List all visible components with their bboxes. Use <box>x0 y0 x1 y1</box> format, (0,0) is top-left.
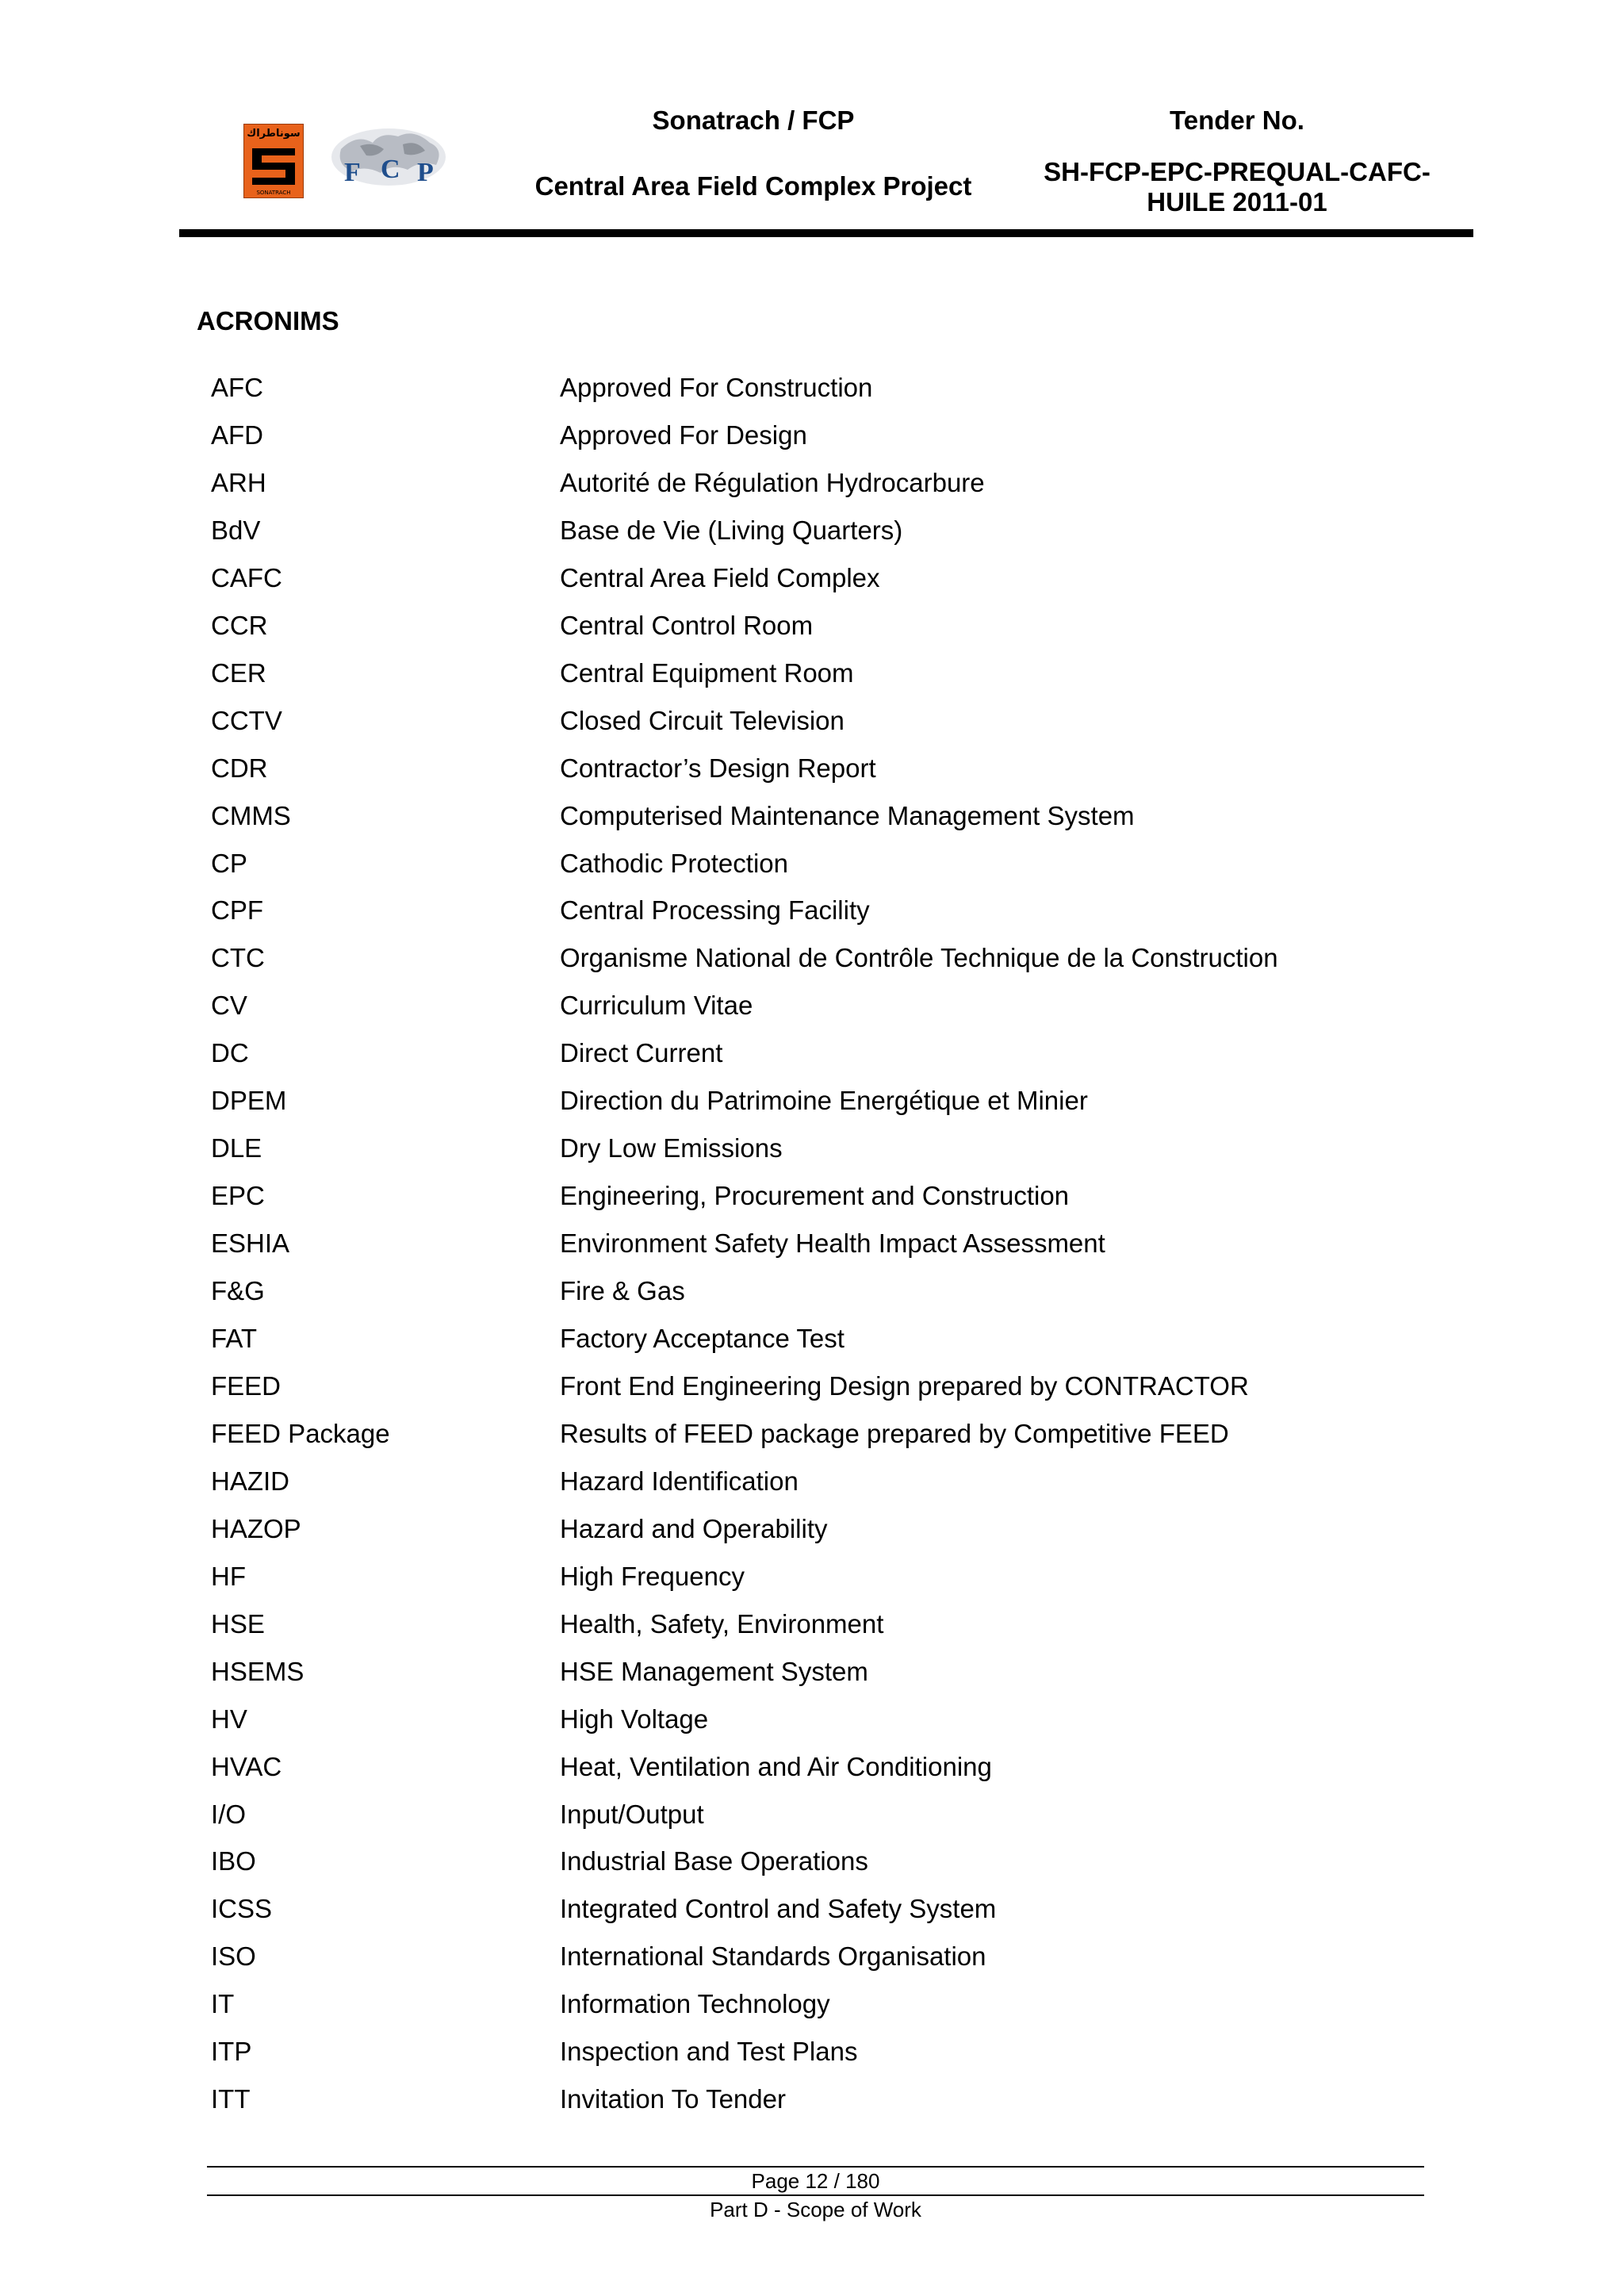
acronym-abbreviation: FAT <box>211 1324 258 1353</box>
acronym-row <box>0 1752 1624 1796</box>
acronym-abbreviation: CPF <box>211 895 263 925</box>
acronym-abbreviation: HAZOP <box>211 1514 301 1543</box>
acronym-row <box>0 1133 1624 1178</box>
acronym-row <box>0 1086 1624 1130</box>
acronym-abbreviation: CDR <box>211 753 268 783</box>
acronym-abbreviation: CER <box>211 658 266 688</box>
acronym-row <box>0 658 1624 703</box>
acronym-definition: Factory Acceptance Test <box>560 1324 845 1353</box>
acronym-definition: Base de Vie (Living Quarters) <box>560 516 903 545</box>
acronym-definition: Curriculum Vitae <box>560 991 753 1020</box>
acronym-abbreviation: ARH <box>211 468 266 497</box>
acronym-abbreviation: FEED <box>211 1371 282 1401</box>
acronym-abbreviation: IBO <box>211 1846 256 1876</box>
acronym-abbreviation: BdV <box>211 516 261 545</box>
acronym-abbreviation: HSE <box>211 1609 265 1639</box>
acronym-row <box>0 1800 1624 1844</box>
acronym-definition: Central Equipment Room <box>560 658 854 688</box>
acronym-row <box>0 611 1624 655</box>
acronym-definition: Industrial Base Operations <box>560 1846 868 1876</box>
acronym-definition: Organisme National de Contrôle Technique de la Construction <box>560 943 1278 972</box>
acronym-definition: Engineering, Procurement and Construction <box>560 1181 1070 1210</box>
acronym-abbreviation: I/O <box>211 1800 247 1829</box>
acronym-definition: Cathodic Protection <box>560 849 788 878</box>
fcp-logo-letter-p: P <box>417 158 434 187</box>
sonatrach-logo-arabic: سوناطراك <box>247 128 301 140</box>
acronym-definition: Invitation To Tender <box>560 2084 786 2114</box>
acronym-row <box>0 1038 1624 1083</box>
acronym-row <box>0 516 1624 560</box>
acronym-definition: Integrated Control and Safety System <box>560 1894 997 1923</box>
acronym-row <box>0 373 1624 417</box>
acronym-row <box>0 1371 1624 1416</box>
sonatrach-logo-brand: SONATRACH <box>256 190 291 196</box>
acronym-row <box>0 1941 1624 1986</box>
acronym-abbreviation: DLE <box>211 1133 262 1163</box>
acronym-definition: Central Processing Facility <box>560 895 870 925</box>
acronym-row <box>0 1181 1624 1225</box>
acronym-row <box>0 1609 1624 1654</box>
acronym-abbreviation: CAFC <box>211 563 282 592</box>
acronym-definition: Approved For Construction <box>560 373 873 402</box>
acronym-row <box>0 943 1624 987</box>
acronym-abbreviation: AFD <box>211 420 263 450</box>
acronym-abbreviation: CV <box>211 991 247 1020</box>
acronym-definition: Front End Engineering Design prepared by CONTRACTOR <box>560 1371 1249 1401</box>
acronym-definition: Direct Current <box>560 1038 723 1068</box>
acronym-row <box>0 1466 1624 1511</box>
header-company: Sonatrach / FCP <box>652 105 855 135</box>
acronym-definition: Environment Safety Health Impact Assessment <box>560 1228 1105 1258</box>
acronym-abbreviation: CCTV <box>211 706 282 735</box>
acronym-definition: Input/Output <box>560 1800 704 1829</box>
fcp-logo-letter-c: C <box>381 155 400 184</box>
acronym-abbreviation: AFC <box>211 373 263 402</box>
acronym-row <box>0 420 1624 465</box>
acronym-row <box>0 753 1624 798</box>
acronym-row <box>0 1276 1624 1320</box>
acronym-definition: Results of FEED package prepared by Competitive FEED <box>560 1419 1229 1448</box>
acronym-definition: International Standards Organisation <box>560 1941 986 1971</box>
header-tender-ref-line2: HUILE 2011-01 <box>1147 187 1327 217</box>
acronym-row <box>0 991 1624 1035</box>
acronym-row <box>0 1562 1624 1606</box>
acronym-row <box>0 1657 1624 1701</box>
acronym-abbreviation: CP <box>211 849 247 878</box>
acronym-row <box>0 801 1624 845</box>
acronym-abbreviation: EPC <box>211 1181 265 1210</box>
acronym-definition: Information Technology <box>560 1989 830 2018</box>
acronym-abbreviation: DC <box>211 1038 249 1068</box>
acronym-definition: High Voltage <box>560 1704 709 1734</box>
sonatrach-emblem-icon <box>252 148 295 185</box>
acronym-abbreviation: CTC <box>211 943 265 972</box>
acronym-row <box>0 1324 1624 1368</box>
fcp-logo-letter-f: F <box>344 158 361 187</box>
acronym-definition: Dry Low Emissions <box>560 1133 783 1163</box>
acronym-row <box>0 1228 1624 1273</box>
acronym-row <box>0 1514 1624 1558</box>
acronym-row <box>0 849 1624 893</box>
acronym-definition: Hazard Identification <box>560 1466 799 1496</box>
header-rule <box>179 229 1473 237</box>
acronym-definition: Closed Circuit Television <box>560 706 845 735</box>
sonatrach-logo <box>243 124 304 198</box>
acronym-definition: Computerised Maintenance Management System <box>560 801 1135 830</box>
acronym-abbreviation: IT <box>211 1989 235 2018</box>
footer-rule-top <box>207 2166 1424 2168</box>
acronym-abbreviation: ICSS <box>211 1894 273 1923</box>
acronym-definition: Autorité de Régulation Hydrocarbure <box>560 468 985 497</box>
acronym-row <box>0 2084 1624 2129</box>
acronym-row <box>0 563 1624 608</box>
acronym-abbreviation: ITP <box>211 2037 252 2066</box>
acronym-definition: Inspection and Test Plans <box>560 2037 858 2066</box>
acronym-row <box>0 1989 1624 2033</box>
acronym-definition: Central Control Room <box>560 611 814 640</box>
acronym-definition: High Frequency <box>560 1562 745 1591</box>
acronym-row <box>0 1419 1624 1463</box>
acronym-definition: Hazard and Operability <box>560 1514 828 1543</box>
acronym-abbreviation: CMMS <box>211 801 291 830</box>
acronym-abbreviation: ESHIA <box>211 1228 290 1258</box>
acronym-definition: Heat, Ventilation and Air Conditioning <box>560 1752 992 1781</box>
acronym-abbreviation: HSEMS <box>211 1657 304 1686</box>
acronym-definition: Health, Safety, Environment <box>560 1609 884 1639</box>
footer-part: Part D - Scope of Work <box>710 2198 921 2221</box>
acronym-row <box>0 895 1624 940</box>
header-tender-label: Tender No. <box>1170 105 1304 135</box>
acronym-definition: Central Area Field Complex <box>560 563 880 592</box>
header-project: Central Area Field Complex Project <box>534 171 972 201</box>
acronym-abbreviation: HVAC <box>211 1752 282 1781</box>
header-tender-ref-line1: SH-FCP-EPC-PREQUAL-CAFC- <box>1044 157 1431 186</box>
acronym-abbreviation: HV <box>211 1704 247 1734</box>
acronym-abbreviation: CCR <box>211 611 268 640</box>
section-title: ACRONIMS <box>197 306 339 335</box>
acronym-abbreviation: ITT <box>211 2084 251 2114</box>
acronym-definition: HSE Management System <box>560 1657 868 1686</box>
acronym-row <box>0 1704 1624 1749</box>
acronym-row <box>0 468 1624 512</box>
footer-page-number: Page 12 / 180 <box>751 2169 880 2193</box>
fcp-logo <box>325 125 452 198</box>
acronym-abbreviation: DPEM <box>211 1086 287 1115</box>
acronym-row <box>0 706 1624 750</box>
acronym-abbreviation: ISO <box>211 1941 256 1971</box>
acronym-abbreviation: FEED Package <box>211 1419 390 1448</box>
acronym-abbreviation: F&G <box>211 1276 265 1305</box>
acronym-definition: Contractor’s Design Report <box>560 753 876 783</box>
acronym-abbreviation: HF <box>211 1562 246 1591</box>
acronym-definition: Approved For Design <box>560 420 807 450</box>
acronym-abbreviation: HAZID <box>211 1466 289 1496</box>
acronym-definition: Direction du Patrimoine Energétique et Minier <box>560 1086 1088 1115</box>
footer-rule-bottom <box>207 2194 1424 2196</box>
acronym-row <box>0 1894 1624 1938</box>
acronym-row <box>0 1846 1624 1891</box>
acronym-definition: Fire & Gas <box>560 1276 685 1305</box>
acronym-row <box>0 2037 1624 2081</box>
